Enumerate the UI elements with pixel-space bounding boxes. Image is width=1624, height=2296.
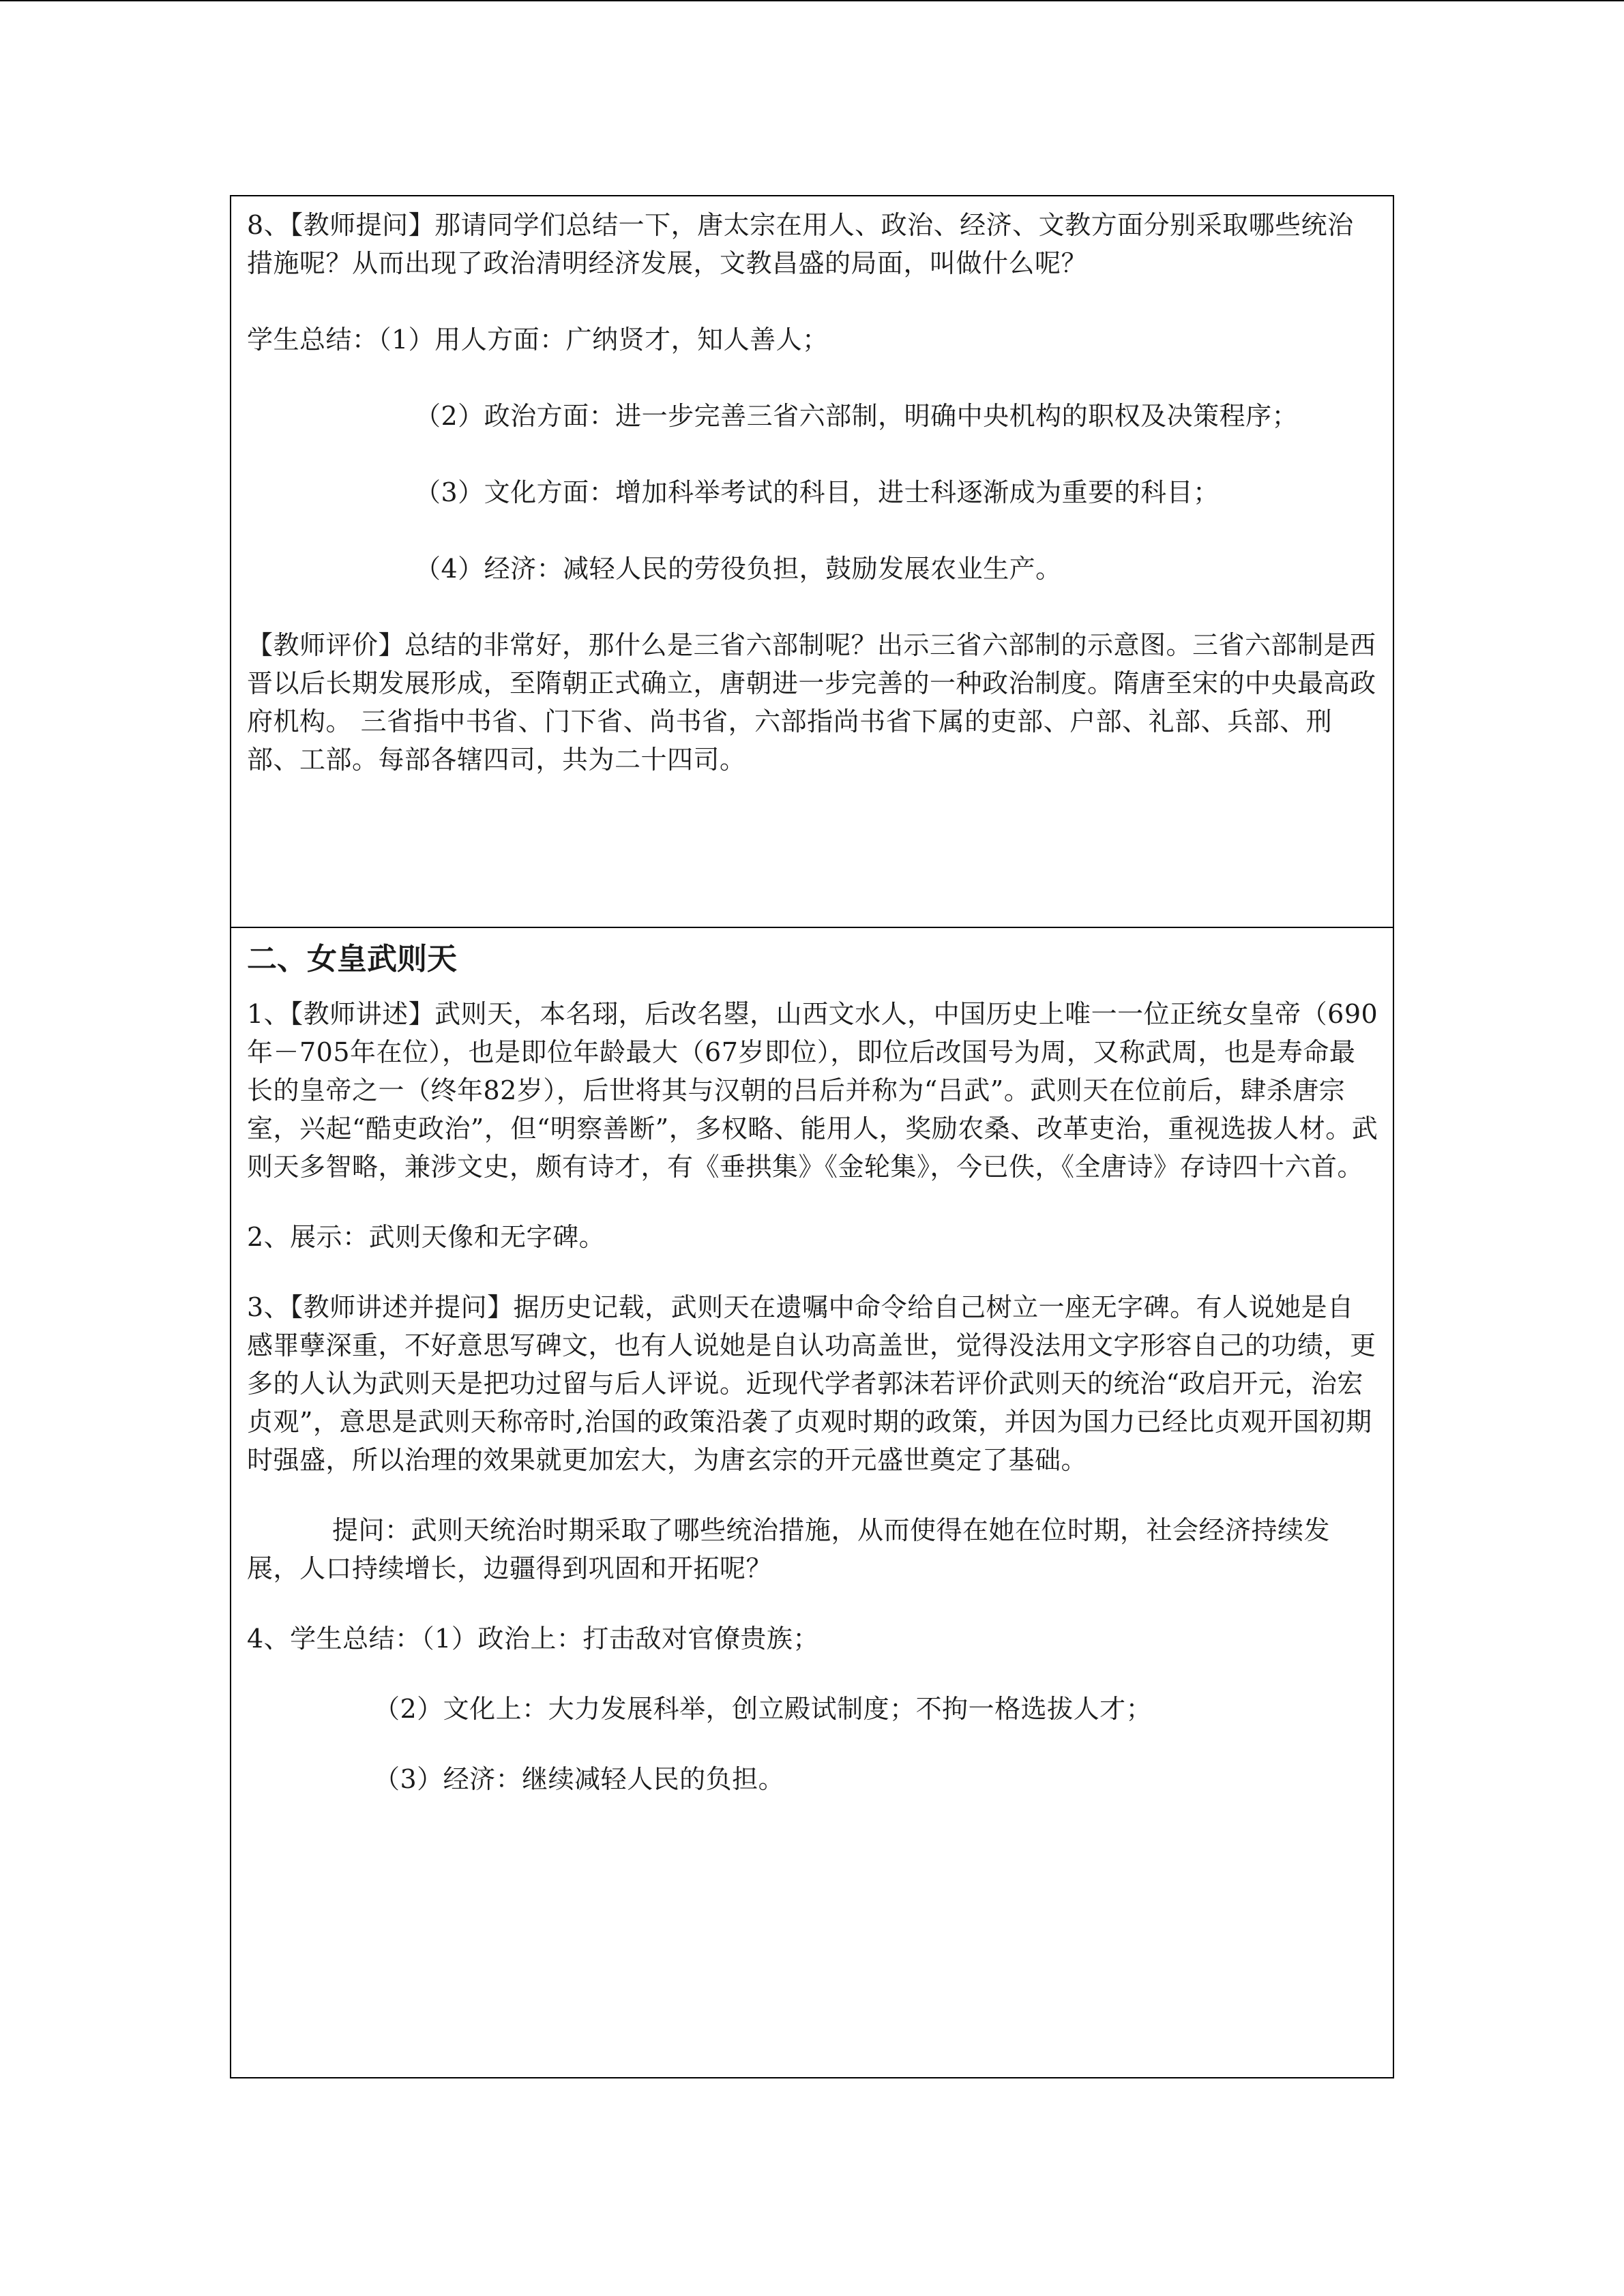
lesson-plan-table <box>230 195 1394 2078</box>
table-row <box>231 927 1393 2078</box>
teacher-question: 8、【教师提问】那请同学们总结一下，唐太宗在用人、政治、经济、文教方面分别采取哪些统治措施呢？从而出现了政治清明经济发展，文教昌盛的局面，叫做什么呢？ <box>247 210 1354 278</box>
tang-taizong-summary-cell <box>231 196 1393 927</box>
summary-item: （3）经济：继续减轻人民的负担。 <box>374 1764 785 1794</box>
display-note: 2、展示：武则天像和无字碑。 <box>247 1222 606 1252</box>
student-summary-intro: 学生总结：（1）用人方面：广纳贤才，知人善人； <box>247 325 829 355</box>
summary-item: （4）经济：减轻人民的劳役负担，鼓励发展农业生产。 <box>415 554 1062 584</box>
teacher-narration: 1、【教师讲述】武则天，本名珝，后改名曌，山西文水人，中国历史上唯一一位正统女皇帝（690年－705年在位），也是即位年龄最大（67岁即位），即位后改国号为周，又称武周，也是寿命最长的皇帝之一（终年82岁），后世将其与汉朝的吕后并称为“吕武”。武则天在位前后，肆杀唐宗室，兴起“酷吏政治”，但“明察善断”，多权略、能用人，奖励农桑、改革吏治，重视选拔人材。武则天多智略，兼涉文史，颇有诗才，有《垂拱集》《金轮集》，今已佚，《全唐诗》存诗四十六首。 <box>247 999 1378 1182</box>
table-row <box>231 196 1393 927</box>
summary-item: （3）文化方面：增加科举考试的科目，进士科逐渐成为重要的科目； <box>415 477 1220 507</box>
teacher-question: 提问：武则天统治时期采取了哪些统治措施，从而使得在她在位时期，社会经济持续发展，人口持续增长，边疆得到巩固和开拓呢？ <box>247 1515 1331 1583</box>
student-summary-intro: 4、学生总结：（1）政治上：打击敌对官僚贵族； <box>247 1624 819 1654</box>
teacher-narration-question: 3、【教师讲述并提问】据历史记载，武则天在遗嘱中命令给自己树立一座无字碑。有人说她是自感罪孽深重，不好意思写碑文，也有人说她是自认功高盖世，觉得没法用文字形容自己的功绩，更多的人认为武则天是把功过留与后人评说。近现代学者郭沫若评价武则天的统治“政启开元，治宏贞观”，意思是武则天称帝时,治国的政策沿袭了贞观时期的政策，并因为国力已经比贞观开国初期时强盛，所以治理的效果就更加宏大，为唐玄宗的开元盛世奠定了基础。 <box>247 1292 1376 1475</box>
wu-zetian-cell <box>231 927 1393 2078</box>
section-heading: 二、女皇武则天 <box>247 942 457 976</box>
summary-item: （2）文化上：大力发展科举，创立殿试制度；不拘一格选拔人才； <box>374 1694 1153 1724</box>
teacher-evaluation: 【教师评价】总结的非常好，那什么是三省六部制呢？出示三省六部制的示意图。三省六部制是西晋以后长期发展形成，至隋朝正式确立，唐朝进一步完善的一种政治制度。隋唐至宋的中央最高政府机构。 三省指中书省、门下省、尚书省，六部指尚书省下属的吏部、户部、礼部、兵部、刑部、工部。每部各辖四司，共为二十四司。 <box>247 630 1376 775</box>
top-border-line <box>0 0 1624 1</box>
summary-item: （2）政治方面：进一步完善三省六部制，明确中央机构的职权及决策程序； <box>415 401 1299 431</box>
